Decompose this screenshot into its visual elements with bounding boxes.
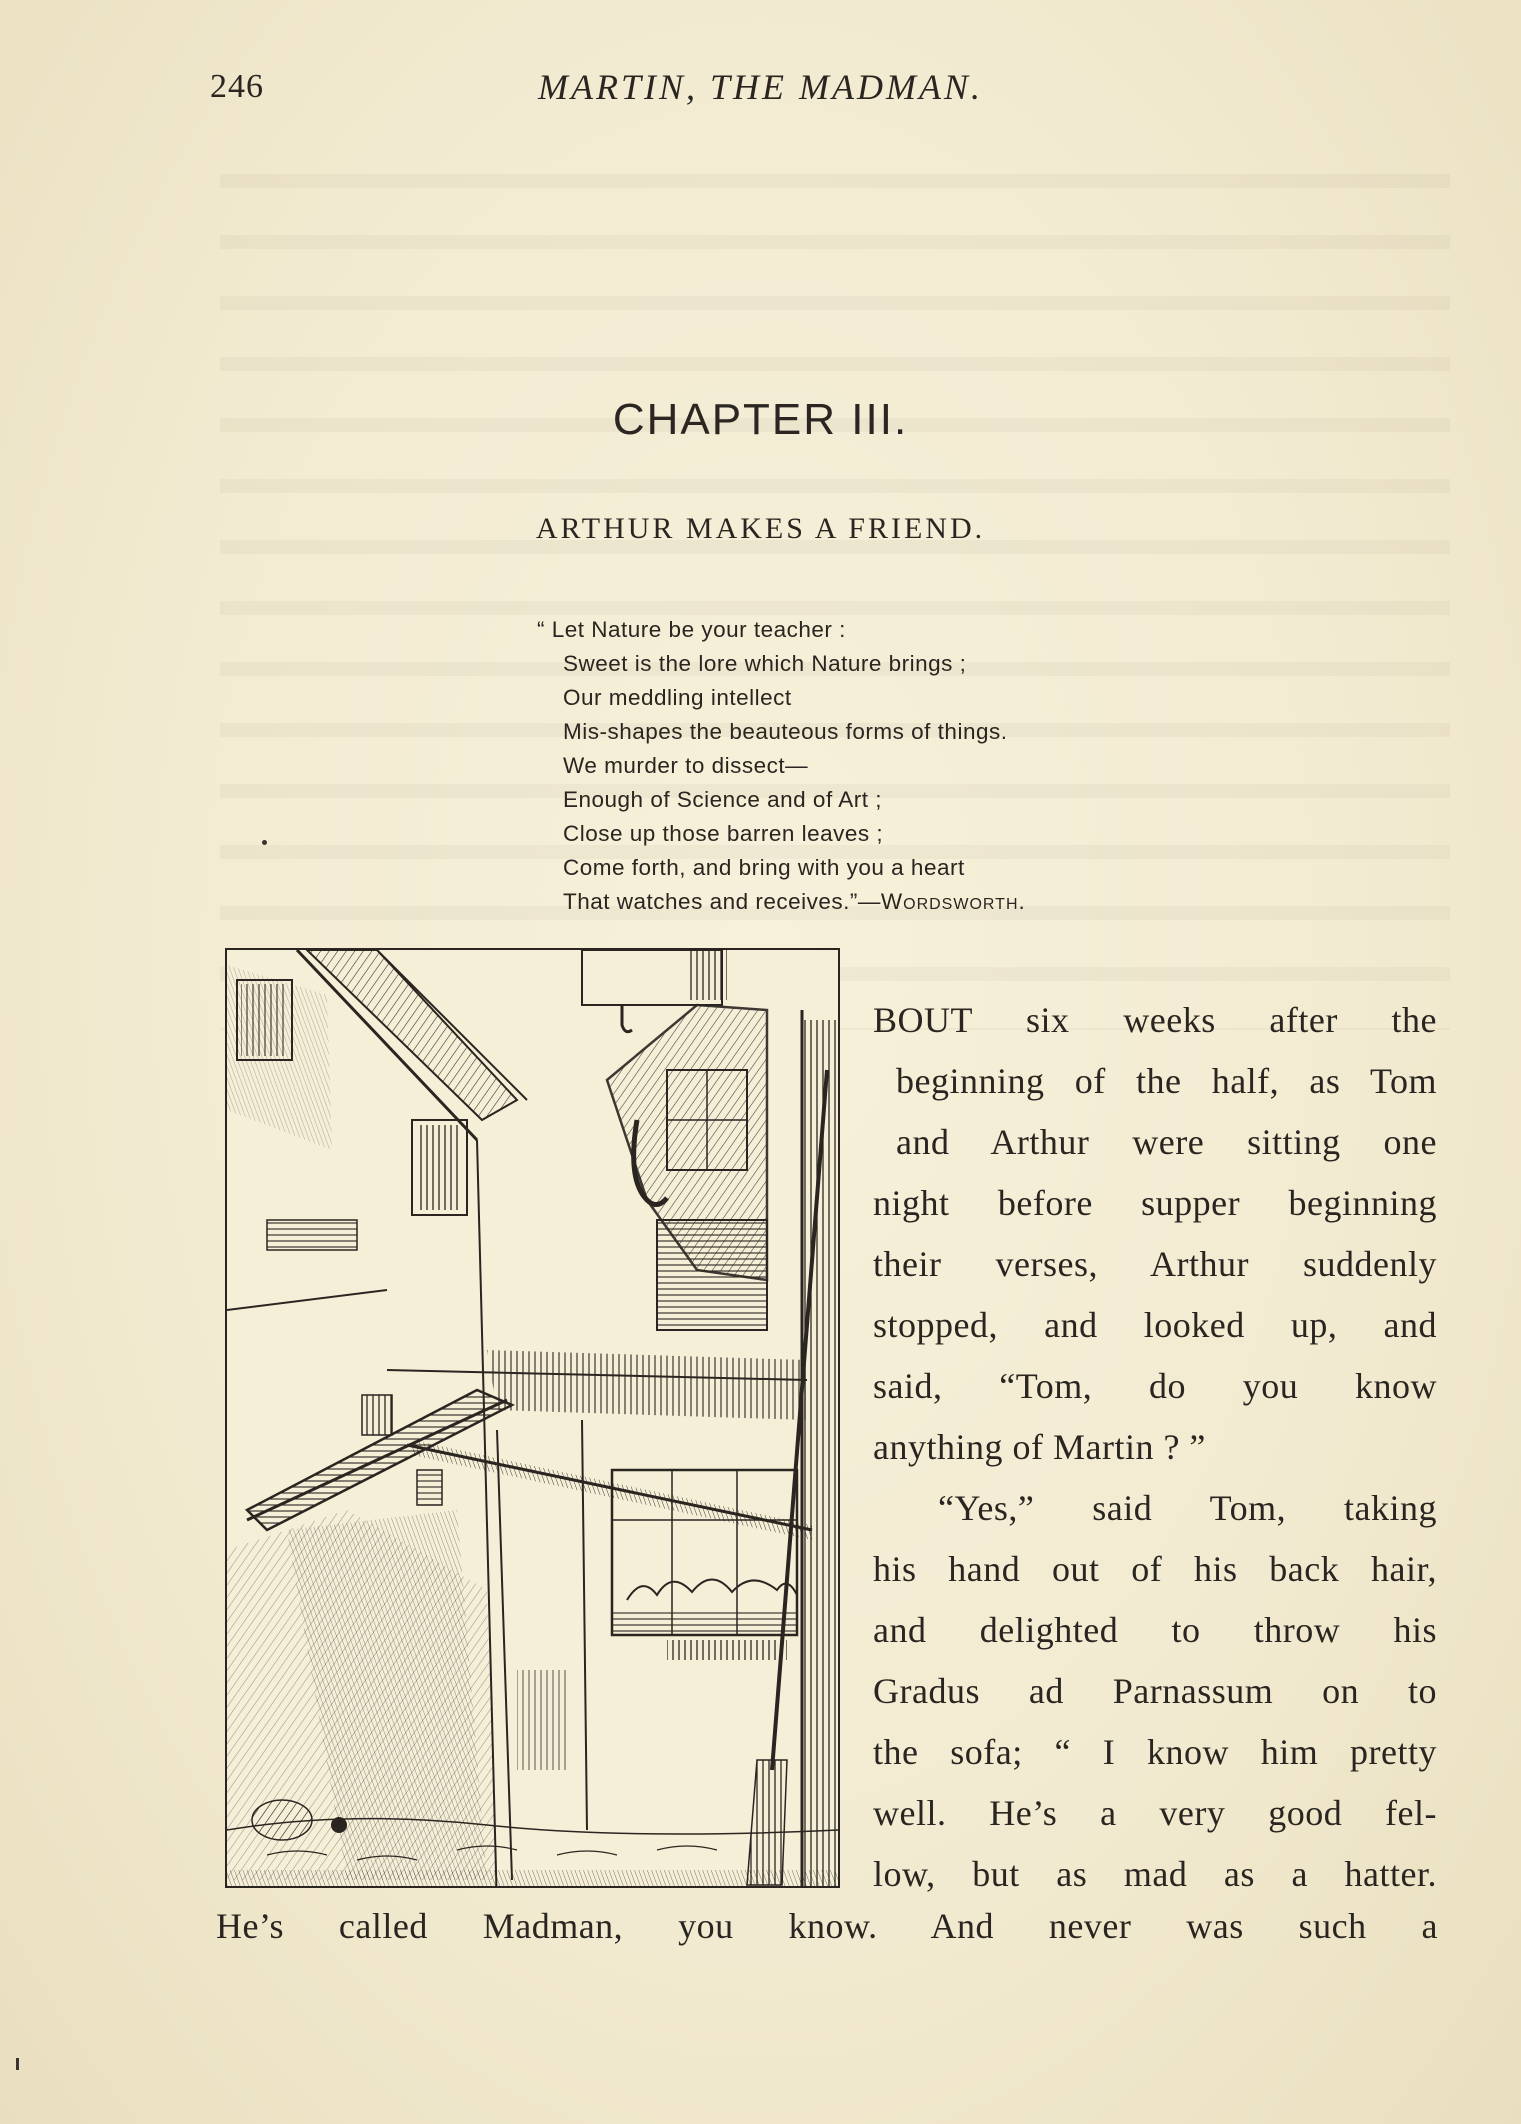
body-line: the sofa; “ I know him pretty <box>873 1732 1437 1772</box>
body-line: and delighted to throw his <box>873 1610 1437 1650</box>
running-head: MARTIN, THE MADMAN. <box>538 67 983 107</box>
margin-dot <box>262 840 267 845</box>
body-line: their verses, Arthur suddenly <box>873 1244 1437 1284</box>
body-line: well. He’s a very good fel- <box>873 1793 1437 1833</box>
epigraph-line: Close up those barren leaves ; <box>563 821 884 846</box>
chapter-subtitle: ARTHUR MAKES A FRIEND. <box>535 512 986 545</box>
body-line: Gradus ad Parnassum on to <box>873 1671 1437 1711</box>
body-line: stopped, and looked up, and <box>873 1305 1437 1345</box>
epigraph-line: Our meddling intellect <box>563 685 792 710</box>
epigraph-last-line <box>537 885 1177 919</box>
page-number: 246 <box>210 68 264 105</box>
body-line: “Yes,” said Tom, taking <box>938 1488 1437 1528</box>
body-line: said, “Tom, do you know <box>873 1366 1437 1406</box>
body-line: low, but as mad as a hatter. <box>873 1854 1437 1894</box>
body-line-full-width: He’s called Madman, you know. And never was such a <box>216 1906 1438 1946</box>
body-line: his hand out of his back hair, <box>873 1549 1437 1589</box>
chapter-title: CHAPTER III. <box>612 395 909 444</box>
body-line: night before supper beginning <box>873 1183 1437 1223</box>
epigraph <box>537 613 1177 919</box>
street-illustration <box>225 948 840 1888</box>
epigraph-line: Mis-shapes the beauteous forms of things. <box>563 719 1008 744</box>
epigraph-line: We murder to dissect— <box>563 753 809 778</box>
body-column <box>873 990 1437 1905</box>
margin-mark <box>16 2058 19 2070</box>
epigraph-line: “ Let Nature be your teacher : <box>537 617 846 642</box>
body-line: and Arthur were sitting one <box>896 1122 1437 1162</box>
body-line: beginning of the half, as Tom <box>896 1061 1437 1101</box>
epigraph-line: Come forth, and bring with you a heart <box>563 855 965 880</box>
body-line: BOUT six weeks after the <box>873 1000 1437 1040</box>
epigraph-line: Enough of Science and of Art ; <box>563 787 882 812</box>
body-line: anything of Martin ? ” <box>873 1427 1206 1467</box>
epigraph-attribution: Wordsworth. <box>880 889 1026 914</box>
page-header <box>0 62 1521 122</box>
epigraph-line: Sweet is the lore which Nature brings ; <box>563 651 967 676</box>
epigraph-line-text: That watches and receives.”— <box>563 889 881 914</box>
